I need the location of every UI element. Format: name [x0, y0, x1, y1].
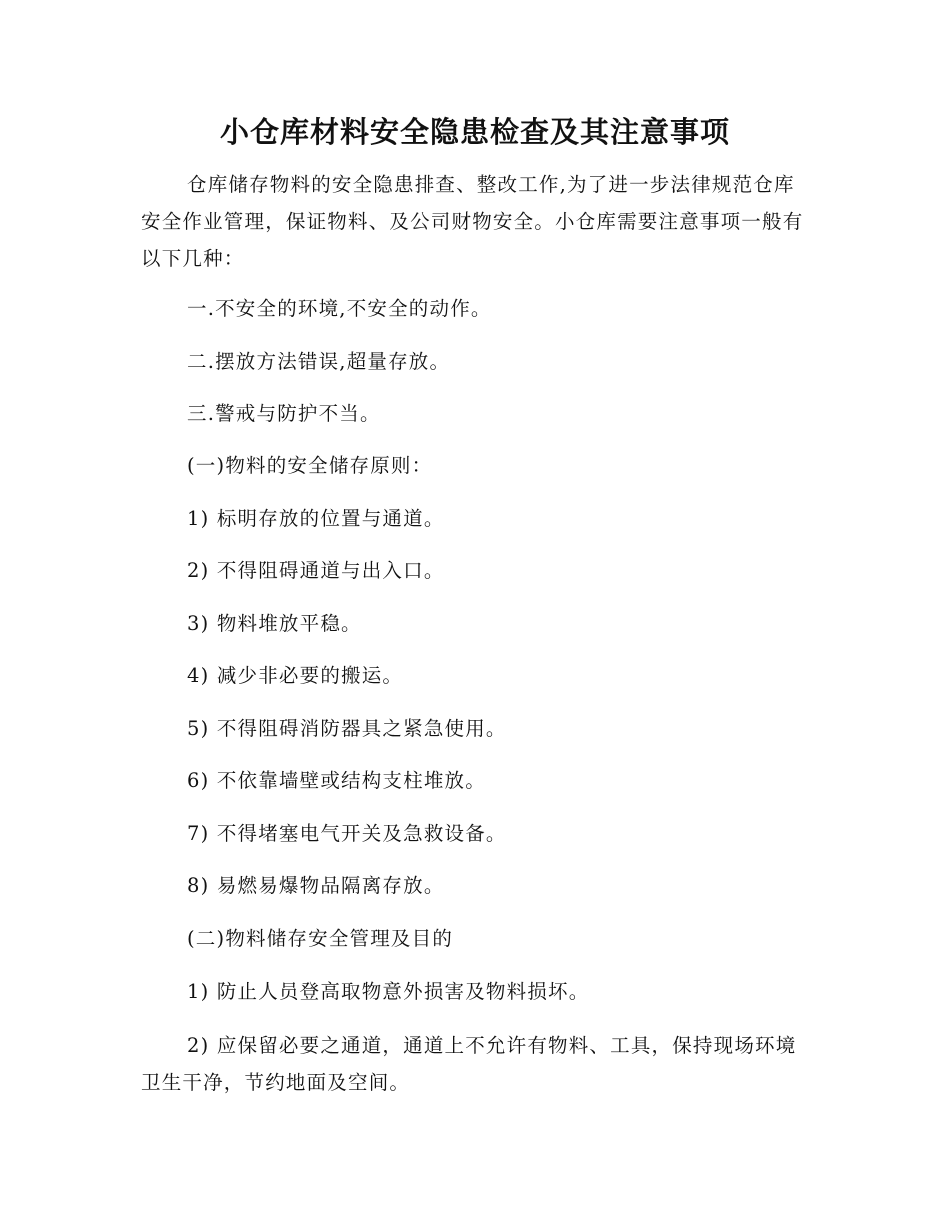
section-heading-1: (一)物料的安全储存原则：	[187, 454, 433, 477]
list-item: 7) 不得堵塞电气开关及急救设备。	[187, 822, 507, 845]
list-item: 3) 物料堆放平稳。	[187, 612, 362, 635]
list-item: 6) 不依靠墙壁或结构支柱堆放。	[187, 769, 486, 792]
item-2: 二.摆放方法错误,超量存放。	[187, 350, 451, 373]
section-heading-2: (二)物料储存安全管理及目的	[187, 927, 454, 950]
list-item: 4) 减少非必要的搬运。	[187, 664, 404, 687]
list-item: 2) 不得阻碍通道与出入口。	[187, 559, 445, 582]
list-item: 8) 易燃易爆物品隔离存放。	[187, 874, 445, 897]
list-item: 1) 防止人员登高取物意外损害及物料损坏。	[187, 980, 590, 1003]
item-3: 三.警戒与防护不当。	[187, 402, 381, 425]
last-paragraph: 2) 应保留必要之通道，通道上不允许有物料、工具，保持现场环境卫生干净，节约地面及空间。	[141, 1034, 797, 1094]
list-item: 1) 标明存放的位置与通道。	[187, 507, 445, 530]
item-1: 一.不安全的环境,不安全的动作。	[187, 297, 492, 320]
document-title: 小仓库材料安全隐患检查及其注意事项	[219, 115, 730, 149]
list-item: 5) 不得阻碍消防器具之紧急使用。	[187, 717, 507, 740]
intro-paragraph: 仓库储存物料的安全隐患排查、整改工作,为了进一步法律规范仓库安全作业管理，保证物料、及公司财物安全。小仓库需要注意事项一般有以下几种：	[141, 173, 804, 270]
